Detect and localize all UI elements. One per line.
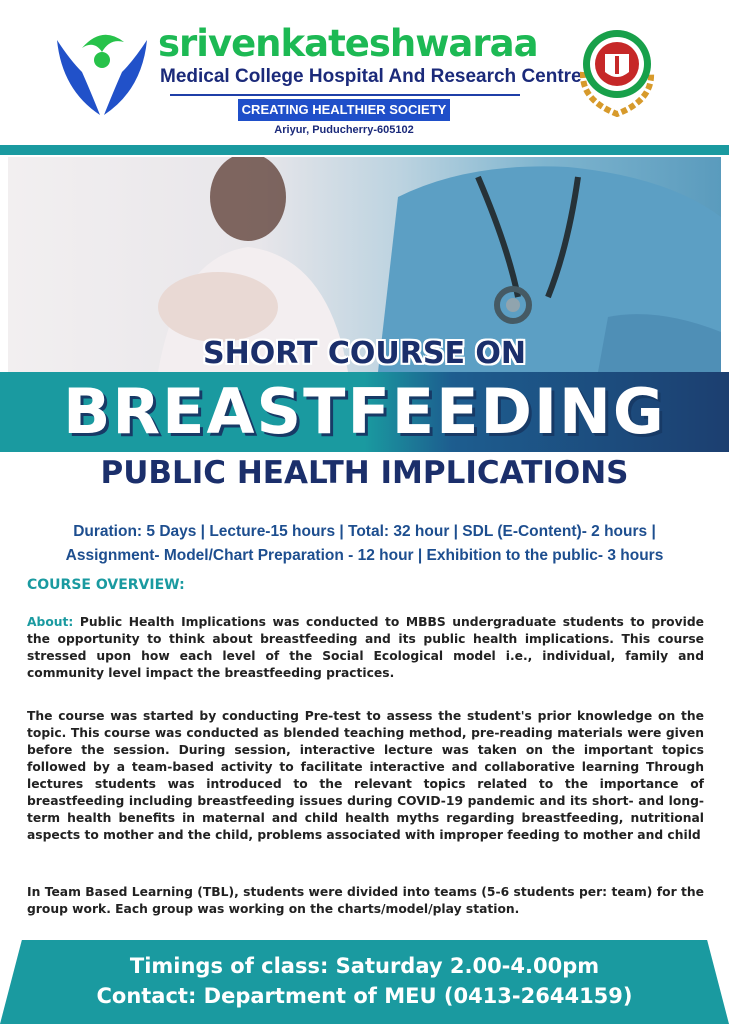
contact-info: Contact: Department of MEU (0413-2644159) (96, 984, 633, 1008)
hospital-subtitle: Medical College Hospital And Research Centre (160, 66, 582, 87)
footer-banner (0, 940, 729, 1024)
duration-line-1: Duration: 5 Days | Lecture-15 hours | Total: 32 hour | SDL (E-Content)- 2 hours | (73, 523, 656, 540)
tagline-badge: CREATING HEALTHIER SOCIETY (238, 99, 450, 121)
duration-info (10, 520, 719, 568)
title-breastfeeding: BREASTFEEDING (63, 375, 666, 448)
about-text: Public Health Implications was conducted to MBBS undergraduate students to provide the opportunity to think about breastfeeding and its public health implications. This course stressed upon how each level of the Social Ecological model i.e., individual, family and community level impact the breastfeeding practices. (27, 615, 705, 680)
header-divider (170, 94, 520, 96)
duration-line-2: Assignment- Model/Chart Preparation - 12 hour | Exhibition to the public- 3 hours (65, 547, 664, 564)
title-short-course: SHORT COURSE ON (202, 336, 526, 371)
hands-logo-icon (52, 20, 152, 120)
method-paragraph: The course was started by conducting Pre-test to assess the student's prior knowledge on the topic. This course was conducted as blended teaching method, pre-reading materials were given before the session. During session, interactive lecture was taken on the important topics followed by a team-based activity to facilitate interactive and collaborative learning Through lectures students was introduced to the relevant topics related to the importance of breastfeeding including breastfeeding issues during COVID-19 pandemic and its short- and long-term health benefits in maternal and child health myths regarding breastfeeding, nutritional aspects to mother and the child, problems associated with improper feeding to mother and child (27, 709, 704, 842)
address: Ariyur, Puducherry-605102 (274, 124, 414, 136)
about-label: About: (27, 615, 74, 629)
class-timings: Timings of class: Saturday 2.00-4.00pm (129, 954, 600, 978)
tbl-paragraph: In Team Based Learning (TBL), students were divided into teams (5-6 students per: team) for the group work. Each group was working on the charts/model/play station. (27, 885, 704, 916)
brand-name: srivenkateshwaraa (158, 22, 538, 65)
course-overview-heading: COURSE OVERVIEW: (27, 577, 185, 593)
footer (0, 940, 729, 1024)
header (0, 0, 729, 145)
college-seal-icon (575, 22, 660, 117)
title-public-health: PUBLIC HEALTH IMPLICATIONS (100, 455, 629, 491)
header-teal-bar (0, 145, 729, 155)
about-paragraph (27, 614, 704, 682)
